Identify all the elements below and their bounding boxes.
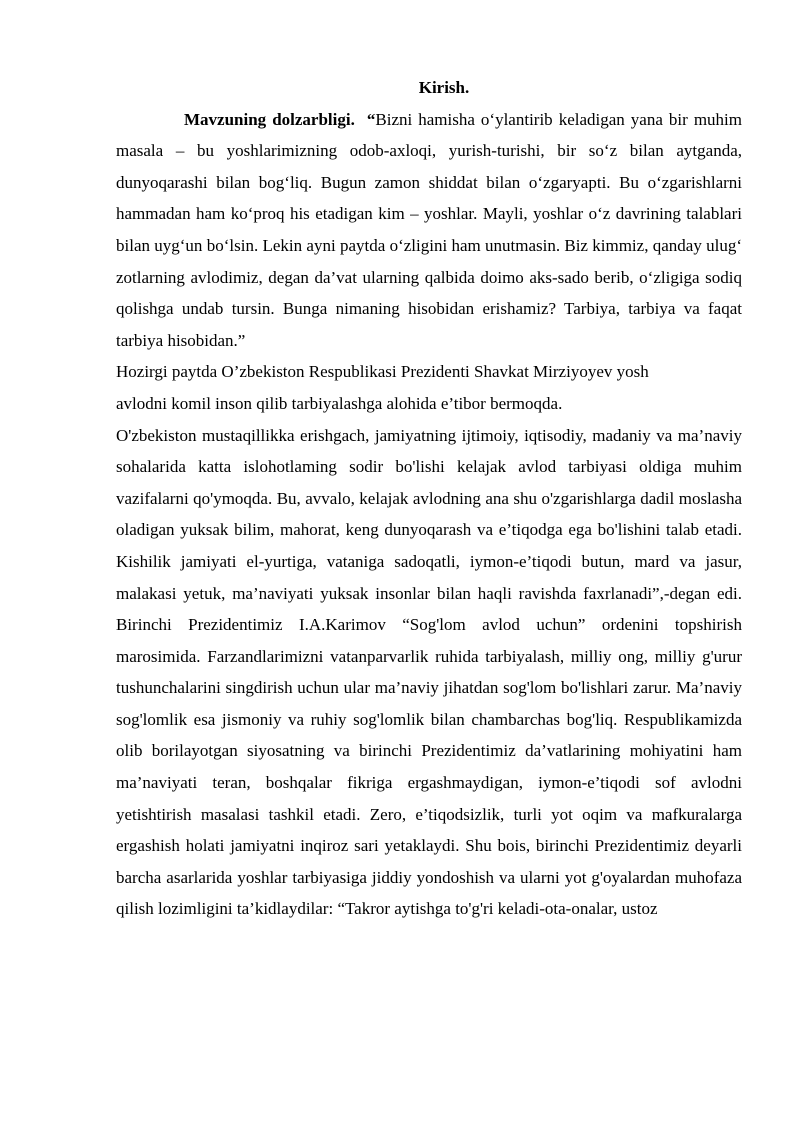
paragraph-relevance	[116, 104, 742, 357]
section-heading: Mavzuning dolzarbligi.	[184, 109, 355, 129]
paragraph-independence: O'zbekiston mustaqillikka erishgach, jamiyatning ijtimoiy, iqtisodiy, madaniy va ma’naviy sohalarida katta islohotlaming sodir bo'lishi kelajak avlod tarbiyasi oldiga muhim vazifalarni qo'ymoqda. Bu, avvalo, kelajak avlodning ana shu o'zgarishlarga dadil moslasha oladigan yuksak bilim, mahorat, keng dunyoqarash va e’tiqodga ega bo'lishini talab etadi. Kishilik jamiyati el-yurtiga, vataniga sadoqatli, iymon-e’tiqodi butun, mard va jasur, malakasi yetuk, ma’naviyati yuksak insonlar bilan haqli ravishda faxrlanadi”,-degan edi. Birinchi Prezidentimiz I.A.Karimov “Sog'lom avlod uchun” ordenini topshirish marosimida. Farzandlarimizni vatanparvarlik ruhida tarbiyalash, milliy ong, milliy g'urur tushunchalarini singdirish uchun ular ma’naviy jihatdan sog'lom bo'lishlari zarur. Ma’naviy sog'lomlik esa jismoniy va ruhiy sog'lomlik bilan chambarchas bog'liq. Respublikamizda olib borilayotgan siyosatning va birinchi Prezidentimiz da’vatlarining mohiyatini ham ma’naviyati teran, boshqalar fikriga ergashmaydigan, iymon-e’tiqodi sof avlodni yetishtirish masalasi tashkil etadi. Zero, e’tiqodsizlik, turli yot oqim va mafkuralarga ergashish holati jamiyatni inqiroz sari yetaklaydi. Shu bois, birinchi Prezidentimiz deyarli barcha asarlarida yoshlar tarbiyasiga jiddiy yondoshish va ularni yot g'oyalardan muhofaza qilish lozimligini ta’kidlaydilar: “Takror aytishga to'g'ri keladi-ota-onalar, ustoz	[116, 425, 742, 919]
quote-mark: “	[366, 109, 376, 129]
document-body	[116, 72, 742, 925]
paragraph-president-line-2: avlodni komil inson qilib tarbiyalashga alohida e’tibor bermoqda.	[116, 393, 563, 413]
page-title: Kirish.	[418, 78, 470, 97]
paragraph-1-text: Bizni hamisha o‘ylantirib keladigan yana bir muhim masala – bu yoshlarimizning odob-axloqi, yurish-turishi, bir so‘z bilan aytganda, dunyoqarashi bilan bog‘liq. Bugun zamon shiddat bilan o‘zgaryapti. Bu o‘zgarishlarni hammadan ham ko‘proq his etadigan kim – yoshlar. Mayli, yoshlar o‘z davrining talablari bilan uyg‘un bo‘lsin. Lekin ayni paytda o‘zligini ham unutmasin. Biz kimmiz, qanday ulug‘ zotlarning avlodimiz, degan da’vat ularning qalbida doimo aks-sado berib, o‘zligiga sodiq qolishga undab tursin. Bunga nimaning hisobidan erishamiz? Tarbiya, tarbiya va faqat tarbiya hisobidan.”	[116, 109, 742, 350]
paragraph-president-line-1: Hozirgi paytda O’zbekiston Respublikasi Prezidenti Shavkat Mirziyoyev yosh	[116, 362, 649, 382]
